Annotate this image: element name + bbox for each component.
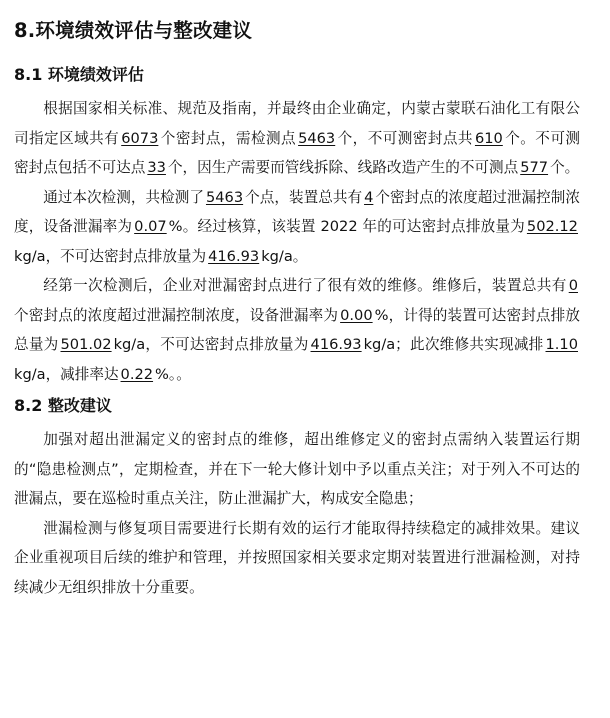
value-reachable-emission-after: 501.02: [60, 336, 112, 353]
value-leaking-points-after: 0: [568, 277, 578, 294]
value-leaking-points: 4: [364, 188, 374, 206]
value-unreachable-emission: 416.93: [208, 247, 260, 265]
text: 个密封点的浓度超过泄漏控制浓度，设备泄漏率为: [14, 306, 339, 324]
text: %。经过核算，该装置 2022 年的可达密封点排放量为: [168, 218, 525, 235]
text: kg/a；此次维修共实现减排: [363, 336, 544, 353]
text: 个密封点，需检测点: [160, 129, 297, 147]
value-emission-reduction: 1.10: [545, 336, 578, 353]
value-unreachable-emission-after: 416.93: [310, 336, 362, 353]
value-leak-rate: 0.07: [134, 218, 167, 235]
paragraph-sealing-points: [14, 94, 580, 183]
text: 个。不可测密封点包括不可达点: [14, 129, 580, 176]
value-reachable-emission: 502.12: [526, 218, 578, 235]
value-removed-points: 577: [520, 159, 549, 176]
section-heading-8-1: 8.1 环境绩效评估: [14, 65, 144, 84]
text: kg/a，不可达密封点排放量为: [113, 336, 309, 353]
text: 通过本次检测，共检测了: [43, 188, 204, 206]
value-reduction-rate: 0.22: [120, 365, 154, 383]
text: 根据国家相关标准、规范及指南，并最终由企业确定，内蒙古蒙联石油化工有限公司指定区域共有: [14, 100, 580, 147]
section-heading-8-2: 8.2 整改建议: [14, 396, 112, 415]
value-unreachable-points: 33: [147, 159, 166, 176]
value-undetectable-points: 610: [474, 129, 503, 147]
text: 个点，装置总共有: [245, 188, 363, 206]
chapter-heading: 8.环境绩效评估与整改建议: [14, 19, 253, 42]
text: 个密封点的浓度超过泄漏控制浓度，设备泄漏率为: [14, 188, 580, 235]
text: 个。: [550, 159, 580, 176]
paragraph-recommendation-2: 泄漏检测与修复项目需要进行长期有效的运行才能取得持续稳定的减排效果。建议企业重视项目后续的维护和管理，并按照国家相关要求定期对装置进行泄漏检测，对持续减少无组织排放十分重要。: [14, 519, 580, 596]
value-leak-rate-after: 0.00: [340, 306, 373, 324]
value-detected-points: 5463: [205, 188, 244, 206]
value-points-to-detect: 5463: [298, 129, 336, 147]
paragraph-recommendation-1: 加强对超出泄漏定义的密封点的维修，超出维修定义的密封点需纳入装置运行期的“隐患检测点”，定期检查，并在下一轮大修计划中予以重点关注；对于列入不可达的泄漏点，要在巡检时重点关注，防止泄漏扩大，构成安全隐患；: [14, 431, 580, 507]
paragraph-repair-results: [14, 271, 580, 389]
text: %。。: [155, 365, 191, 383]
text: %，计得的装置可达密封点排放总量为: [14, 306, 580, 353]
paragraph-detection-results: [14, 183, 580, 272]
text: kg/a，不可达密封点排放量为: [14, 247, 207, 265]
text: 个，不可测密封点共: [337, 129, 473, 147]
text: kg/a，减排率达: [14, 365, 119, 383]
value-total-seal-points: 6073: [121, 129, 159, 147]
text: kg/a。: [261, 247, 308, 265]
text: 经第一次检测后，企业对泄漏密封点进行了很有效的维修。维修后，装置总共有: [43, 277, 567, 294]
text: 个，因生产需要而管线拆除、线路改造产生的不可测点: [167, 159, 519, 176]
